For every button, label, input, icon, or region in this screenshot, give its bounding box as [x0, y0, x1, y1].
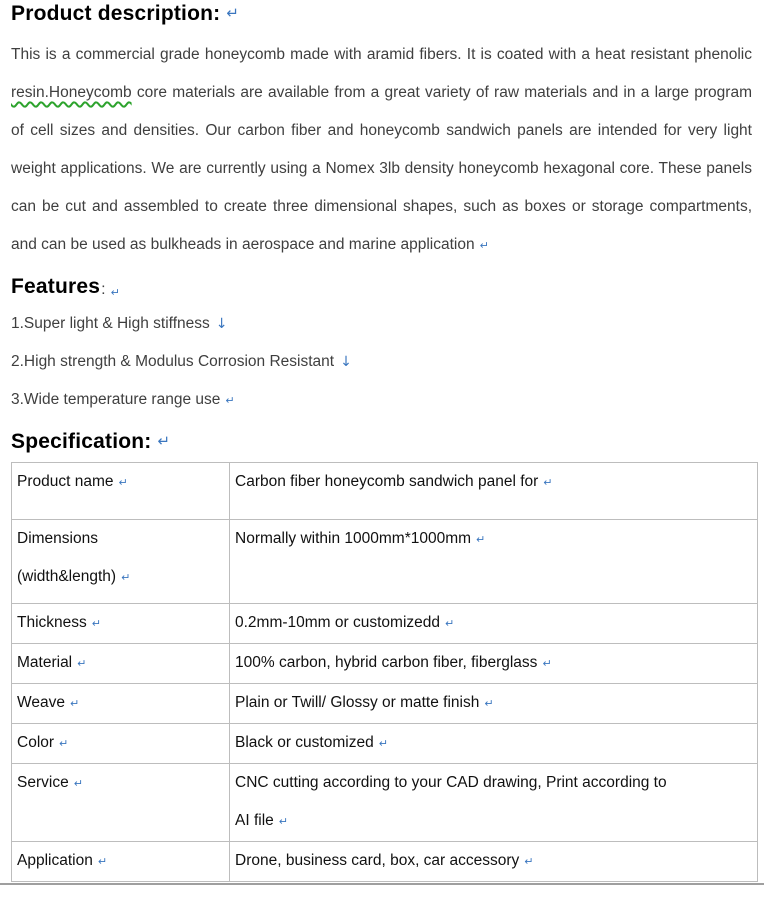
product-description-paragraph: [11, 36, 756, 265]
return-mark-icon: ↵: [77, 657, 87, 670]
table-row: [12, 520, 758, 604]
return-mark-icon: ↵: [479, 239, 489, 252]
feature-item: [11, 343, 756, 381]
spec-label-cell: [12, 644, 230, 684]
spec-label-line2-row: [17, 558, 225, 597]
spec-value-cell: [230, 724, 758, 764]
spec-value: 0.2mm-10mm or customizedd: [235, 614, 441, 631]
spec-value: Black or customized: [235, 734, 374, 751]
specification-heading: Specification:: [11, 430, 152, 453]
specification-heading-row: [11, 430, 756, 454]
paragraph-text-after: core materials are available from a great variety of raw materials and in a large program of cell sizes and densities. Our carbon fiber and honeycomb sandwich panels are intended for very light weight applications. We are currently using a Nomex 3lb density honeycomb hexagonal core. These panels can be cut and assembled to create three dimensional shapes, such as boxes or storage compartments, and can be used as bulkheads in aerospace and marine application: [11, 84, 752, 253]
spec-value-cell: [230, 644, 758, 684]
line-break-mark-icon: ↓: [215, 316, 228, 332]
return-mark-icon: ↵: [445, 617, 455, 630]
features-colon: :: [101, 281, 106, 298]
features-heading: Features: [11, 275, 101, 298]
spec-label-line2: (width&length): [17, 568, 117, 585]
features-list: [11, 305, 756, 420]
spec-label-line1: Dimensions: [17, 530, 98, 547]
spec-value-line2-row: [235, 802, 753, 841]
spec-value-cell: [230, 764, 758, 842]
spellcheck-flagged-text: resin.Honeycomb: [11, 84, 132, 101]
feature-text: 2.High strength & Modulus Corrosion Resistant: [11, 353, 335, 370]
spec-value-line2: AI file: [235, 812, 274, 829]
return-mark-icon: ↵: [118, 476, 128, 489]
divider: [0, 883, 764, 885]
spec-label: Service: [17, 774, 69, 791]
spec-label: Material: [17, 654, 73, 671]
return-mark-icon: ↵: [157, 432, 171, 450]
table-row: [12, 644, 758, 684]
table-row: [12, 463, 758, 520]
return-mark-icon: ↵: [484, 697, 494, 710]
spec-label: Application: [17, 852, 93, 869]
return-mark-icon: ↵: [378, 737, 388, 750]
paragraph-text-before: This is a commercial grade honeycomb made with aramid fibers. It is coated with a heat resistant phenolic: [11, 46, 752, 63]
return-mark-icon: ↵: [524, 855, 534, 868]
table-row: [12, 684, 758, 724]
product-description-heading: Product description:: [11, 2, 221, 25]
spec-label: Product name: [17, 473, 114, 490]
return-mark-icon: ↵: [476, 533, 486, 546]
feature-item: [11, 381, 756, 420]
spec-value: Carbon fiber honeycomb sandwich panel for: [235, 473, 539, 490]
return-mark-icon: ↵: [110, 286, 120, 299]
line-break-mark-icon: ↓: [340, 354, 352, 370]
product-description-heading-row: [11, 2, 756, 26]
spec-label-cell: [12, 463, 230, 520]
table-row: [12, 842, 758, 882]
spec-value-cell: [230, 604, 758, 644]
spec-value: Drone, business card, box, car accessory: [235, 852, 520, 869]
spec-value-cell: [230, 520, 758, 604]
feature-text: 3.Wide temperature range use: [11, 391, 221, 408]
return-mark-icon: ↵: [73, 777, 83, 790]
feature-text: 1.Super light & High stiffness: [11, 315, 210, 332]
spec-label-cell: [12, 684, 230, 724]
spec-label-cell: [12, 764, 230, 842]
spec-label: Weave: [17, 694, 65, 711]
spec-value-line1: CNC cutting according to your CAD drawing, Print according to: [235, 774, 667, 791]
return-mark-icon: ↵: [91, 617, 101, 630]
return-mark-icon: ↵: [226, 4, 239, 22]
spec-value: 100% carbon, hybrid carbon fiber, fiberglass: [235, 654, 538, 671]
return-mark-icon: ↵: [543, 476, 553, 489]
feature-item: [11, 305, 756, 343]
spec-value: Plain or Twill/ Glossy or matte finish: [235, 694, 480, 711]
specification-table: [11, 462, 758, 882]
spec-label-cell: [12, 842, 230, 882]
return-mark-icon: ↵: [542, 657, 552, 670]
spec-label-cell: [12, 724, 230, 764]
table-row: [12, 724, 758, 764]
spec-label-cell: [12, 520, 230, 604]
spec-label: Color: [17, 734, 55, 751]
return-mark-icon: ↵: [97, 855, 108, 868]
return-mark-icon: ↵: [121, 571, 131, 584]
spec-value-cell: [230, 463, 758, 520]
spec-value-cell: [230, 842, 758, 882]
table-row: [12, 604, 758, 644]
return-mark-icon: ↵: [69, 697, 80, 710]
spec-label: Thickness: [17, 614, 87, 631]
spec-value: Normally within 1000mm*1000mm: [235, 530, 472, 547]
spec-value-cell: [230, 684, 758, 724]
spec-label-cell: [12, 604, 230, 644]
return-mark-icon: ↵: [278, 815, 288, 828]
return-mark-icon: ↵: [225, 394, 235, 407]
features-heading-row: [11, 275, 756, 299]
return-mark-icon: ↵: [59, 737, 69, 750]
table-row: [12, 764, 758, 842]
